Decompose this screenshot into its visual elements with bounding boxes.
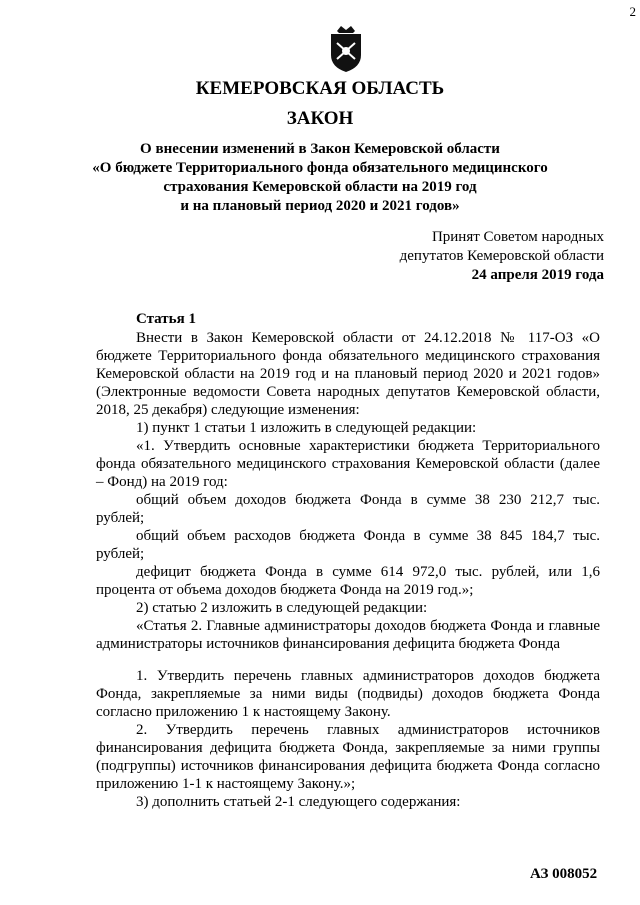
law-title-line: «О бюджете Территориального фонда обязательного медицинского: [92, 160, 548, 176]
paragraph: общий объем доходов бюджета Фонда в сумме 38 230 212,7 тыс. рублей;: [96, 492, 600, 526]
law-title-line: страхования Кемеровской области на 2019 год: [163, 179, 477, 195]
page-number: 2: [629, 4, 636, 19]
paragraph: Внести в Закон Кемеровской области от 24.12.2018 № 117-ОЗ «О бюджете Территориального фонда обязательного медицинского страхования Кемеровской области на 2019 год и на плановый период 2020 и 2021 годов» (Электронные ведомости Совета народных депутатов Кемеровской области, 2018, 25 декабря) следующие изменения:: [96, 330, 600, 418]
article-heading: Статья 1: [136, 311, 196, 327]
paragraph: общий объем расходов бюджета Фонда в сумме 38 845 184,7 тыс. рублей;: [96, 528, 600, 562]
coat-of-arms-icon: [327, 25, 365, 73]
law-title: [0, 140, 640, 216]
region-title: КЕМЕРОВСКАЯ ОБЛАСТЬ: [195, 78, 445, 99]
adoption-block: [400, 228, 604, 285]
paragraph: 2. Утвердить перечень главных администраторов источников финансирования дефицита бюджета Фонда, закрепляемые за ними группы (подгруппы) источников финансирования дефицита бюджета Фонда согласно приложению 1-1 к настоящему Закону.»;: [96, 722, 600, 792]
paragraph: 1. Утвердить перечень главных администраторов доходов бюджета Фонда, закрепляемые за ними виды (подвиды) доходов бюджета Фонда согласно приложению 1 к настоящему Закону.: [96, 668, 600, 720]
paragraph: дефицит бюджета Фонда в сумме 614 972,0 тыс. рублей, или 1,6 процента от объема доходов бюджета Фонда на 2019 год.»;: [96, 564, 600, 598]
article-body: [96, 329, 600, 653]
law-title-line: и на плановый период 2020 и 2021 годов»: [180, 198, 460, 214]
paragraph: «Статья 2. Главные администраторы доходов бюджета Фонда и главные администраторы источников финансирования дефицита бюджета Фонда: [96, 618, 600, 652]
adoption-date: 24 апреля 2019 года: [471, 267, 604, 283]
law-title-line: О внесении изменений в Закон Кемеровской области: [140, 141, 500, 157]
paragraph: «1. Утвердить основные характеристики бюджета Территориального фонда обязательного медицинского страхования Кемеровской области (далее – Фонд) на 2019 год:: [96, 438, 600, 490]
paragraph: 2) статью 2 изложить в следующей редакции:: [136, 600, 428, 616]
document-code: АЗ 008052: [530, 866, 598, 882]
adoption-line: Принят Советом народных: [431, 229, 604, 245]
document-type: ЗАКОН: [286, 108, 354, 129]
adoption-line: депутатов Кемеровской области: [399, 248, 604, 264]
paragraph: 1) пункт 1 статьи 1 изложить в следующей редакции:: [136, 420, 477, 436]
paragraph: 3) дополнить статьей 2-1 следующего содержания:: [136, 794, 461, 810]
article-body-continued: [96, 667, 600, 811]
